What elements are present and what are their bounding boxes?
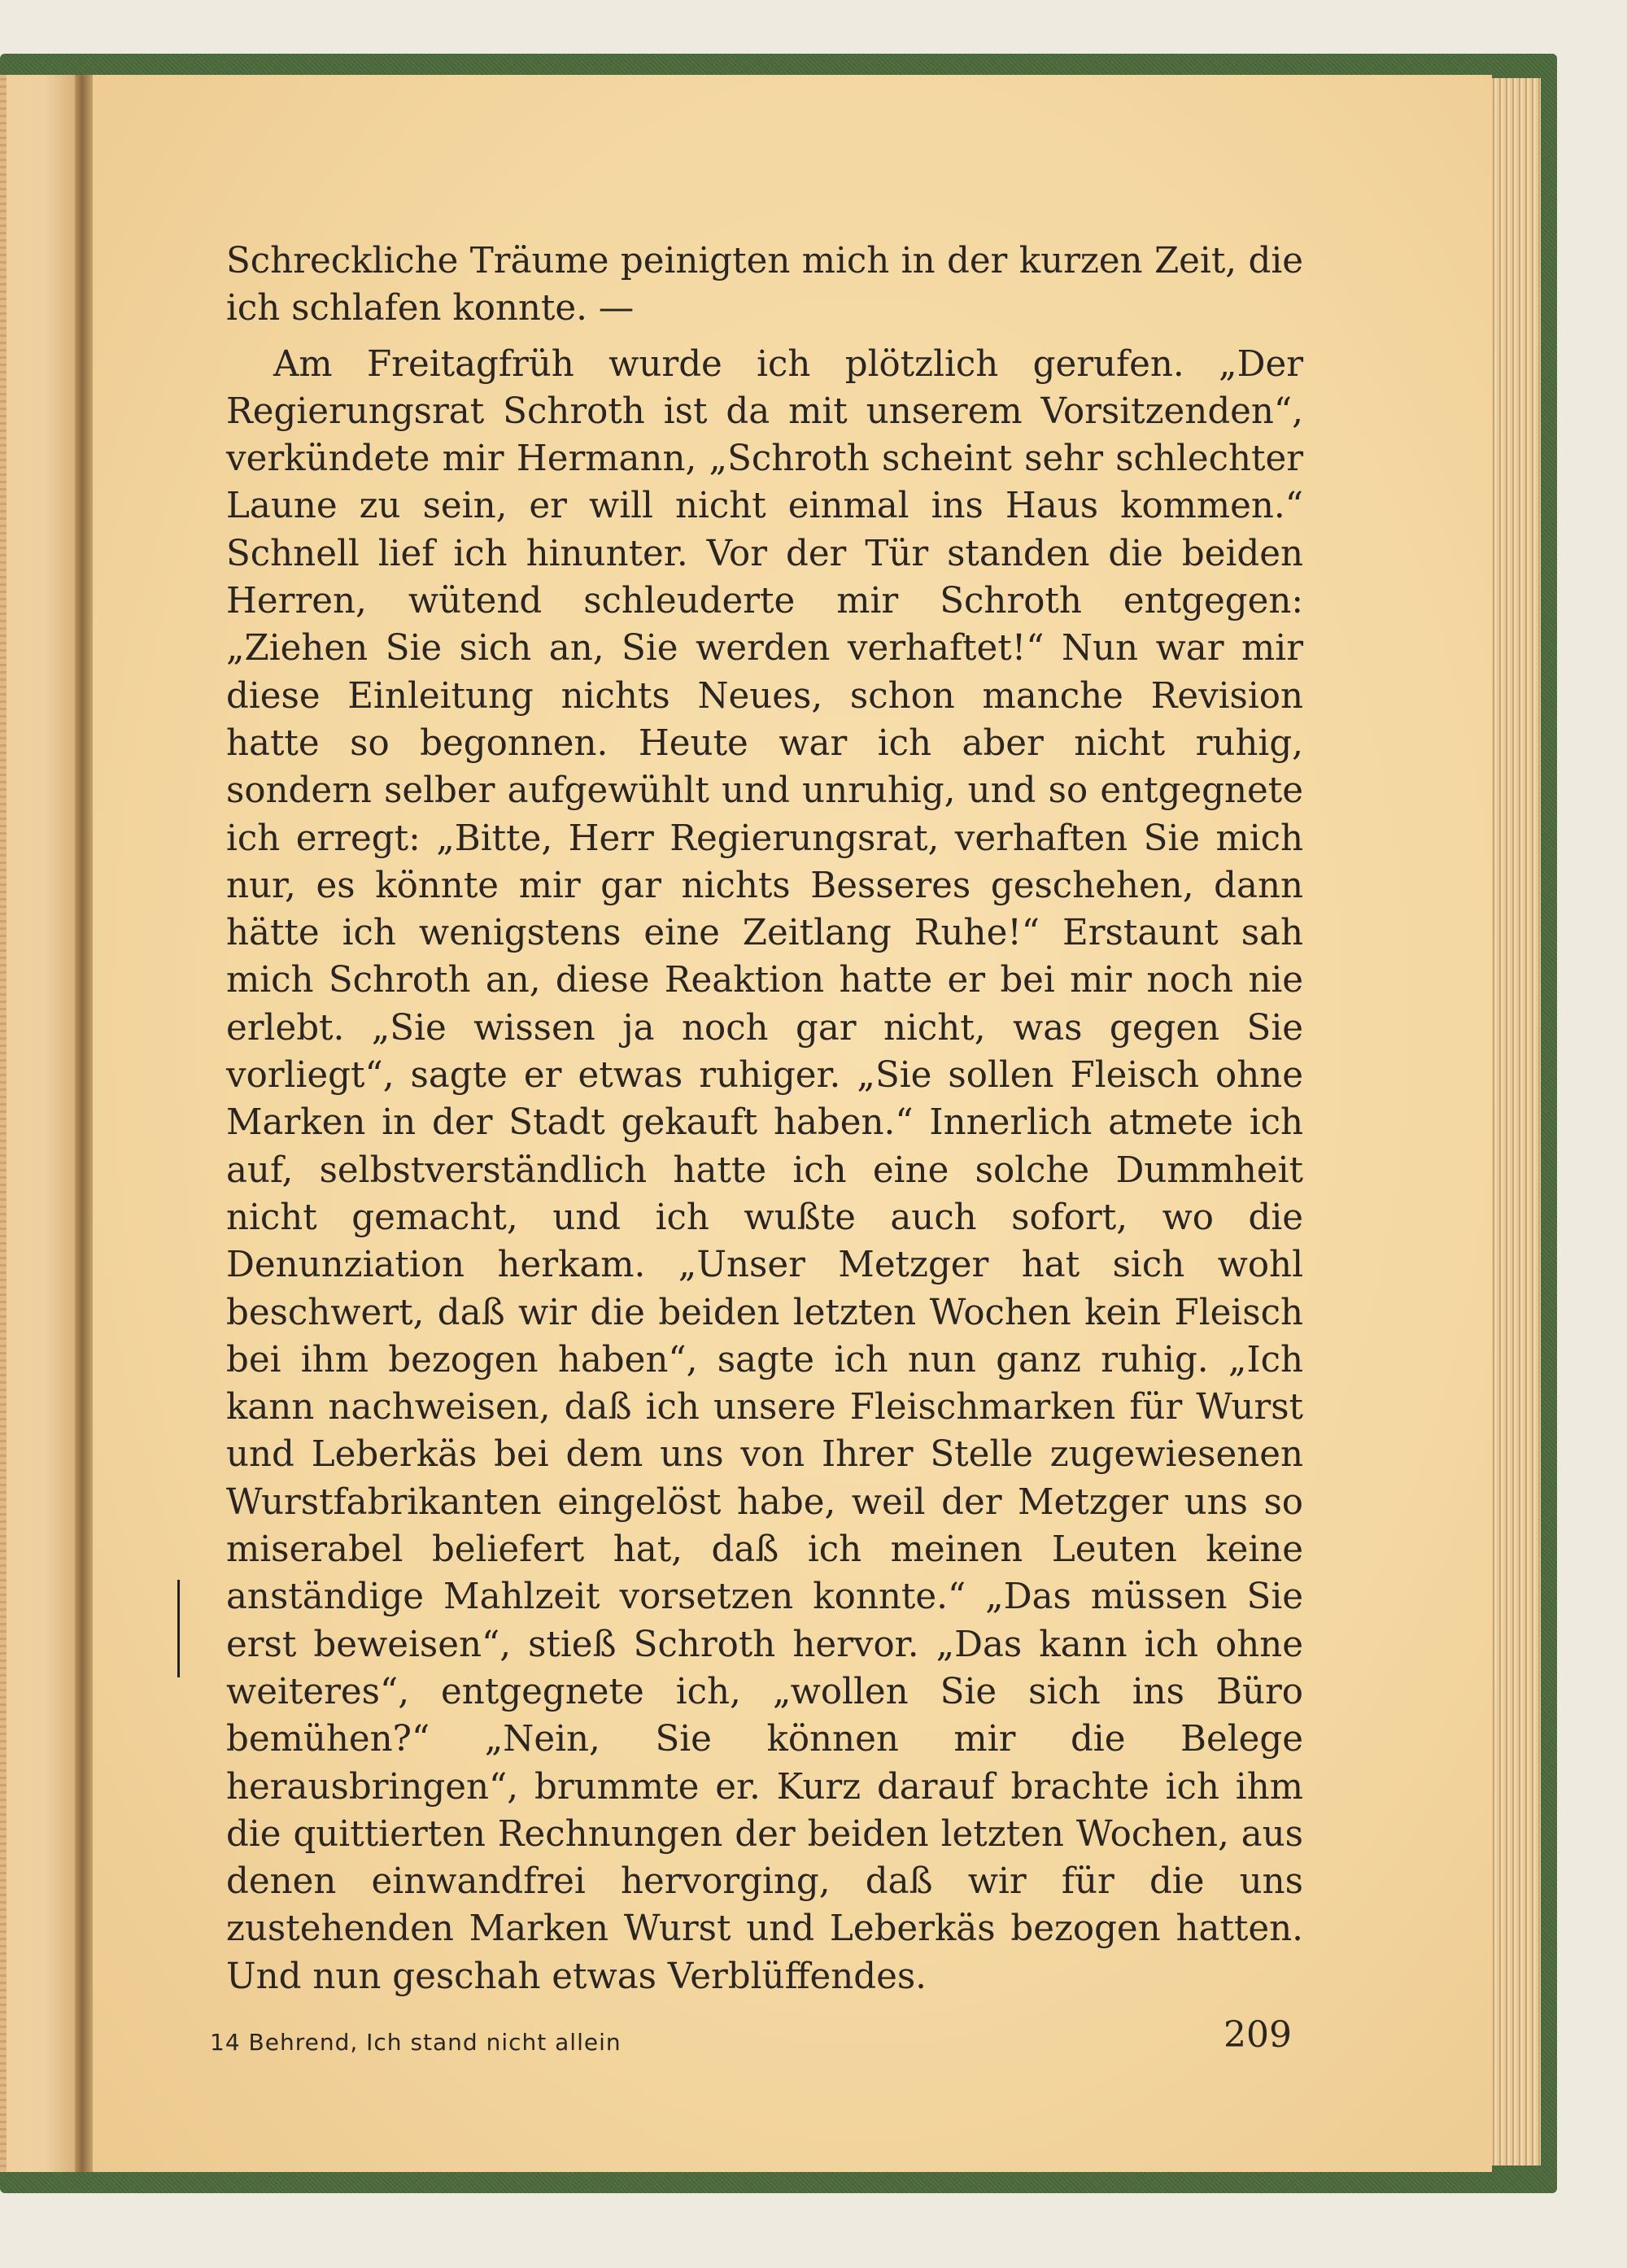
body-text xyxy=(226,238,1303,2000)
left-facing-page xyxy=(0,75,75,2172)
left-page-edge xyxy=(0,75,7,2172)
page-edges xyxy=(1490,78,1541,2166)
book-gutter xyxy=(75,75,93,2172)
paragraph-2: Am Freitagfrüh wurde ich plötzlich gerufen. „Der Regierungsrat Schroth ist da mit unserem Vorsitzenden“, verkündete mir Hermann, „Schroth scheint sehr schlechter Laune zu sein, er will nicht einmal ins Haus kommen.“ Schnell lief ich hinunter. Vor der Tür standen die beiden Herren, wütend schleuderte mir Schroth entgegen: „Ziehen Sie sich an, Sie werden verhaftet!“ Nun war mir diese Einleitung nichts Neues, schon manche Revision hatte so begonnen. Heute war ich aber nicht ruhig, sondern selber aufgewühlt und unruhig, und so entgegnete ich erregt: „Bitte, Herr Regierungsrat, verhaften Sie mich nur, es könnte mir gar nichts Besseres geschehen, dann hätte ich wenigstens eine Zeitlang Ruhe!“ Erstaunt sah mich Schroth an, diese Reaktion hatte er bei mir noch nie erlebt. „Sie wissen ja noch gar nicht, was gegen Sie vorliegt“, sagte er etwas ruhiger. „Sie sollen Fleisch ohne Marken in der Stadt gekauft haben.“ Innerlich atmete ich auf, selbstverständlich hatte ich eine solche Dummheit nicht gemacht, und ich wußte auch sofort, wo die Denunziation herkam. „Unser Metzger hat sich wohl beschwert, daß wir die beiden letzten Wochen kein Fleisch bei ihm bezogen haben“, sagte ich nun ganz ruhig. „Ich kann nachweisen, daß ich unsere Fleischmarken für Wurst und Leberkäs bei dem uns von Ihrer Stelle zugewiesenen Wurstfabrikanten eingelöst habe, weil der Metzger uns so miserabel beliefert hat, daß ich meinen Leuten keine anständige Mahlzeit vorsetzen konnte.“ „Das müssen Sie erst beweisen“, stieß Schroth hervor. „Das kann ich ohne weiteres“, entgegnete ich, „wollen Sie sich ins Büro bemühen?“ „Nein, Sie können mir die Belege herausbringen“, brummte er. Kurz darauf brachte ich ihm die quittierten Rechnungen der beiden letzten Wochen, aus denen einwandfrei hervorging, daß wir für die uns zustehenden Marken Wurst und Leberkäs bezogen hatten. Und nun geschah etwas Verblüffendes. xyxy=(226,343,1303,1997)
margin-mark xyxy=(177,1580,180,1677)
page-number: 209 xyxy=(1224,2014,1292,2056)
printer-signature: 14 Behrend, Ich stand nicht allein xyxy=(210,2029,622,2056)
paragraph-1: Schreckliche Träume peinigten mich in der kurzen Zeit, die ich schlafen konnte. — xyxy=(226,241,1303,329)
page-footer xyxy=(210,2014,1292,2063)
